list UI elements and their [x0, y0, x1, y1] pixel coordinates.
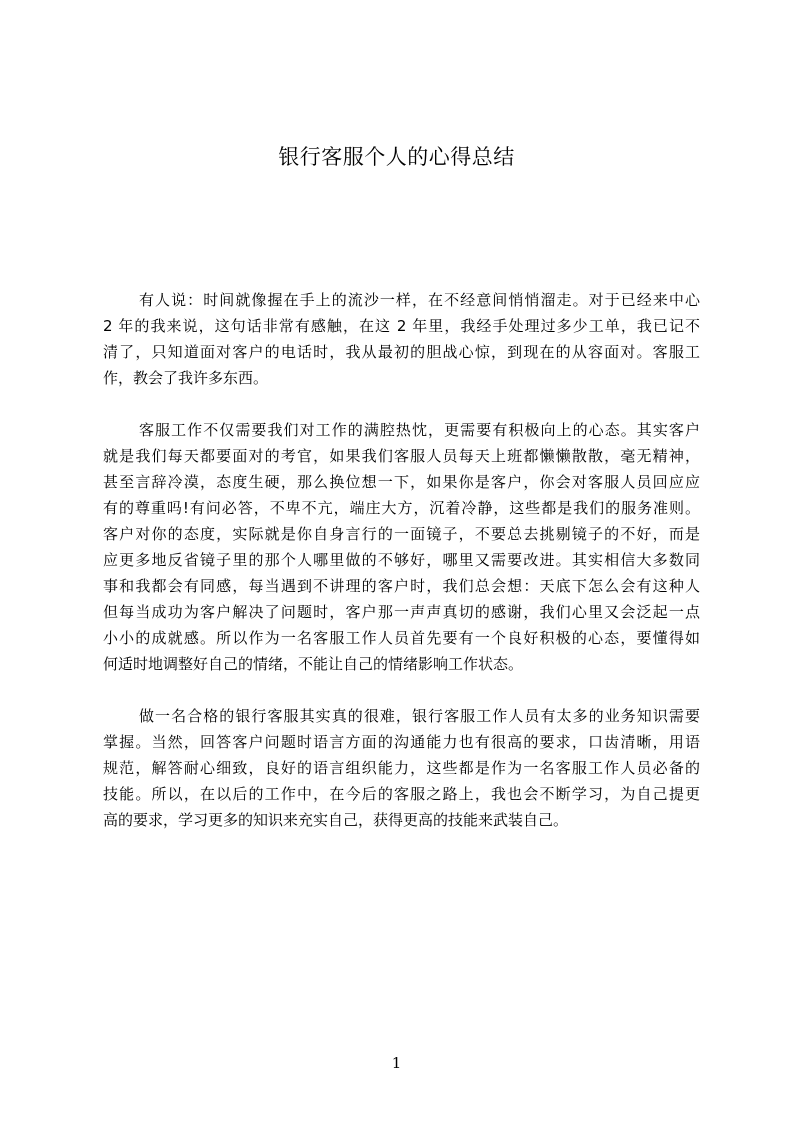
document-body	[103, 287, 700, 833]
paragraph-line: 应更多地反省镜子里的那个人哪里做的不够好，哪里又需要改进。其实相信大多数同	[103, 551, 700, 569]
paragraph-line: 就是我们每天都要面对的考官，如果我们客服人员每天上班都懒懒散散，毫无精神，	[103, 447, 700, 465]
paragraph-line: 甚至言辞冷漠，态度生硬，那么换位想一下，如果你是客户，你会对客服人员回应应	[103, 473, 700, 491]
paragraph-line: 何适时地调整好自己的情绪，不能让自己的情绪影响工作状态。	[103, 655, 524, 673]
paragraph-line: 高的要求，学习更多的知识来充实自己，获得更高的技能来武装自己。	[103, 811, 569, 829]
paragraph-line: 事和我都会有同感，每当遇到不讲理的客户时，我们总会想：天底下怎么会有这种人	[103, 577, 700, 595]
paragraph-3	[103, 703, 700, 833]
paragraph-line: 作，教会了我许多东西。	[103, 369, 269, 387]
paragraph-spacer	[103, 677, 700, 703]
paragraph-line: 客服工作不仅需要我们对工作的满腔热忱，更需要有积极向上的心态。其实客户	[139, 421, 700, 439]
paragraph-2	[103, 417, 700, 677]
paragraph-line: 有人说：时间就像握在手上的流沙一样，在不经意间悄悄溜走。对于已经来中心	[139, 291, 700, 309]
paragraph-line: 掌握。当然，回答客户问题时语言方面的沟通能力也有很高的要求，口齿清晰，用语	[103, 733, 700, 751]
paragraph-line: 做一名合格的银行客服其实真的很难，银行客服工作人员有太多的业务知识需要	[139, 707, 700, 725]
paragraph-line: 有的尊重吗!有问必答，不卑不亢，端庄大方，沉着冷静，这些都是我们的服务准则。	[103, 499, 700, 517]
page-number: 1	[391, 1054, 402, 1072]
paragraph-line: 小小的成就感。所以作为一名客服工作人员首先要有一个良好积极的心态，要懂得如	[103, 629, 700, 647]
paragraph-spacer	[103, 391, 700, 417]
paragraph-line: 清了，只知道面对客户的电话时，我从最初的胆战心惊，到现在的从容面对。客服工	[103, 343, 700, 361]
paragraph-1	[103, 287, 700, 391]
paragraph-line: 2 年的我来说，这句话非常有感触，在这 2 年里，我经手处理过多少工单，我已记不	[103, 317, 700, 335]
paragraph-line: 客户对你的态度，实际就是你自身言行的一面镜子，不要总去挑剔镜子的不好，而是	[103, 525, 700, 543]
document-title: 银行客服个人的心得总结	[278, 145, 515, 169]
paragraph-line: 但每当成功为客户解决了问题时，客户那一声声真切的感谢，我们心里又会泛起一点	[103, 603, 700, 621]
paragraph-line: 技能。所以，在以后的工作中，在今后的客服之路上，我也会不断学习，为自己提更	[103, 785, 700, 803]
paragraph-line: 规范，解答耐心细致，良好的语言组织能力，这些都是作为一名客服工作人员必备的	[103, 759, 700, 777]
